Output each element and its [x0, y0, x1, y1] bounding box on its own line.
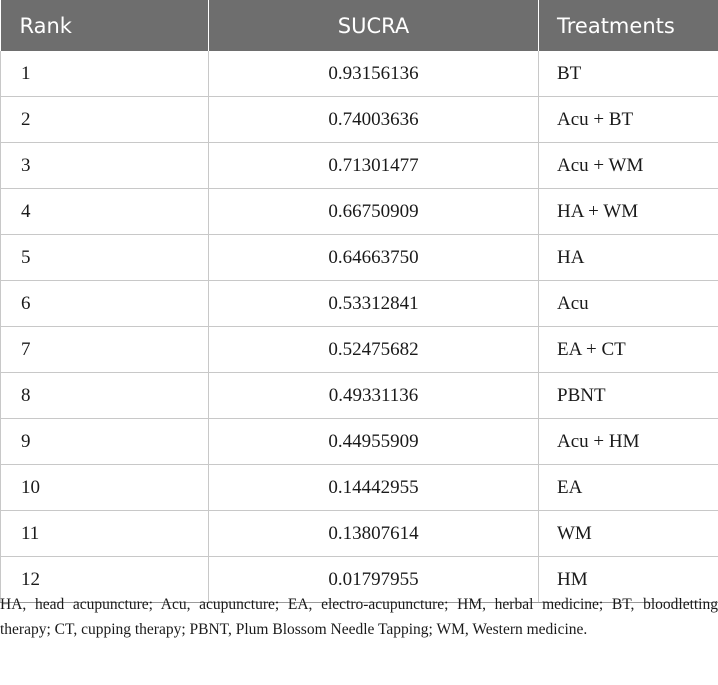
- table-row: [1, 511, 718, 557]
- table-row: [1, 189, 718, 235]
- cell-treatment: EA + CT: [539, 327, 718, 373]
- cell-rank: 5: [1, 235, 209, 281]
- table-row: [1, 281, 718, 327]
- cell-treatment: EA: [539, 465, 718, 511]
- cell-sucra: 0.13807614: [209, 511, 539, 557]
- cell-treatment: Acu + BT: [539, 97, 718, 143]
- cell-rank: 7: [1, 327, 209, 373]
- cell-treatment: Acu + HM: [539, 419, 718, 465]
- cell-rank: 12: [1, 557, 209, 603]
- cell-rank: 6: [1, 281, 209, 327]
- cell-rank: 3: [1, 143, 209, 189]
- column-header-rank: Rank: [1, 0, 209, 51]
- cell-sucra: 0.71301477: [209, 143, 539, 189]
- cell-treatment: HA: [539, 235, 718, 281]
- cell-sucra: 0.53312841: [209, 281, 539, 327]
- cell-treatment: HA + WM: [539, 189, 718, 235]
- cell-rank: 2: [1, 97, 209, 143]
- cell-treatment: Acu + WM: [539, 143, 718, 189]
- table-row: [1, 373, 718, 419]
- cell-rank: 1: [1, 51, 209, 97]
- table-footnote: HA, head acupuncture; Acu, acupuncture; EA, electro-acupuncture; HM, herbal medicine; BT, bloodletting therapy; CT, cupping therapy; PBNT, Plum Blossom Needle Tapping; WM, Western medicine.: [0, 596, 718, 638]
- header-row: [1, 0, 718, 51]
- cell-treatment: BT: [539, 51, 718, 97]
- table-body: [1, 51, 718, 603]
- cell-sucra: 0.01797955: [209, 557, 539, 603]
- cell-sucra: 0.49331136: [209, 373, 539, 419]
- table-row: [1, 97, 718, 143]
- cell-rank: 9: [1, 419, 209, 465]
- table-row: [1, 235, 718, 281]
- table-row: [1, 419, 718, 465]
- cell-treatment: Acu: [539, 281, 718, 327]
- cell-sucra: 0.52475682: [209, 327, 539, 373]
- table-row: [1, 327, 718, 373]
- cell-rank: 4: [1, 189, 209, 235]
- cell-rank: 10: [1, 465, 209, 511]
- table-row: [1, 143, 718, 189]
- cell-sucra: 0.66750909: [209, 189, 539, 235]
- column-header-treatments: Treatments: [539, 0, 718, 51]
- cell-rank: 8: [1, 373, 209, 419]
- cell-treatment: PBNT: [539, 373, 718, 419]
- table-row: [1, 51, 718, 97]
- cell-sucra: 0.64663750: [209, 235, 539, 281]
- cell-sucra: 0.74003636: [209, 97, 539, 143]
- cell-sucra: 0.14442955: [209, 465, 539, 511]
- cell-sucra: 0.44955909: [209, 419, 539, 465]
- table-row: [1, 465, 718, 511]
- cell-rank: 11: [1, 511, 209, 557]
- cell-sucra: 0.93156136: [209, 51, 539, 97]
- cell-treatment: WM: [539, 511, 718, 557]
- column-header-sucra: SUCRA: [209, 0, 539, 51]
- table-header: [1, 0, 718, 51]
- cell-treatment: HM: [539, 557, 718, 603]
